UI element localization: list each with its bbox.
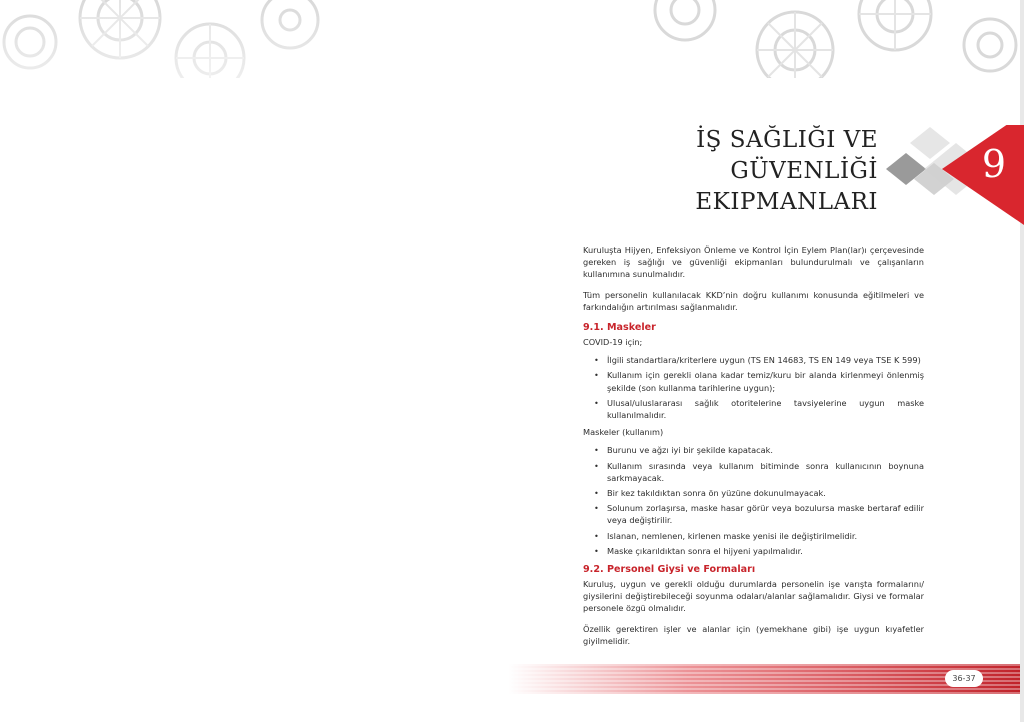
- section-lead: Maskeler (kullanım): [583, 427, 664, 438]
- chapter-title-line: İŞ SAĞLIĞI VE: [696, 127, 878, 153]
- gear-decoration-left: [0, 0, 340, 78]
- section-lead: COVID-19 için;: [583, 337, 643, 348]
- list-item: • İlgili standartlara/kriterlere uygun (TS EN 14683, TS EN 149 veya TSE K 599): [607, 354, 924, 366]
- chapter-title: [640, 125, 878, 218]
- list-item: • Bir kez takıldıktan sonra ön yüzüne dokunulmayacak.: [607, 487, 924, 499]
- section-paragraph: Kuruluş, uygun ve gerekli olduğu durumlarda personelin işe varışta formalarını/ giysilerini değiştirebileceği soyunma odaları/alanlar sağlamalıdır. Giysi ve formalar personele özgü olmalıdır.: [583, 579, 924, 614]
- chapter-title-line: GÜVENLİĞİ: [730, 158, 878, 184]
- section-heading-uniforms: 9.2. Personel Giysi ve Formaları: [583, 564, 756, 576]
- mask-usage-list: [583, 444, 924, 557]
- chapter-title-line: EKIPMANLARI: [695, 189, 878, 215]
- page-edge: [1020, 0, 1024, 722]
- list-item: • Maske çıkarıldıktan sonra el hijyeni yapılmalıdır.: [607, 545, 924, 557]
- page-number-badge: 36-37: [945, 670, 983, 687]
- chapter-body: [583, 244, 924, 655]
- intro-paragraph: Kuruluşta Hijyen, Enfeksiyon Önleme ve Kontrol İçin Eylem Plan(lar)ı çerçevesinde gereken iş sağlığı ve güvenliği ekipmanları bulundurulmalı ve çalışanların kullanımına sunulmalıdır.: [583, 245, 924, 280]
- list-item: • Kullanım için gerekli olana kadar temiz/kuru bir alanda kirlenmeyi önlenmiş şekilde (son kullanma tarihlerine uygun);: [607, 369, 924, 393]
- list-item: • Ulusal/uluslararası sağlık otoritelerine tavsiyelerine uygun maske kullanılmalıdır.: [607, 397, 924, 421]
- list-item: • Kullanım sırasında veya kullanım bitiminde sonra kullanıcının boynuna sarkmayacak.: [607, 460, 924, 484]
- section-heading-masks: 9.1. Maskeler: [583, 322, 656, 334]
- mask-requirements-list: [583, 354, 924, 421]
- intro-paragraph: Tüm personelin kullanılacak KKD’nin doğru kullanımı konusunda eğitilmeleri ve farkındalığın artırılması sağlanmalıdır.: [583, 289, 924, 312]
- section-paragraph: Özellik gerektiren işler ve alanlar için (yemekhane gibi) işe uygun kıyafetler giyilmelidir.: [583, 623, 924, 646]
- list-item: • Solunum zorlaşırsa, maske hasar görür veya bozulursa maske bertaraf edilir veya değiştirilir.: [607, 502, 924, 526]
- footer-stripe-band: [508, 660, 1020, 698]
- list-item: • Burunu ve ağzı iyi bir şekilde kapatacak.: [607, 444, 924, 456]
- list-item: • Islanan, nemlenen, kirlenen maske yenisi ile değiştirilmelidir.: [607, 530, 924, 542]
- gear-decoration-right: [645, 0, 1024, 78]
- chapter-number: 9: [981, 142, 1007, 186]
